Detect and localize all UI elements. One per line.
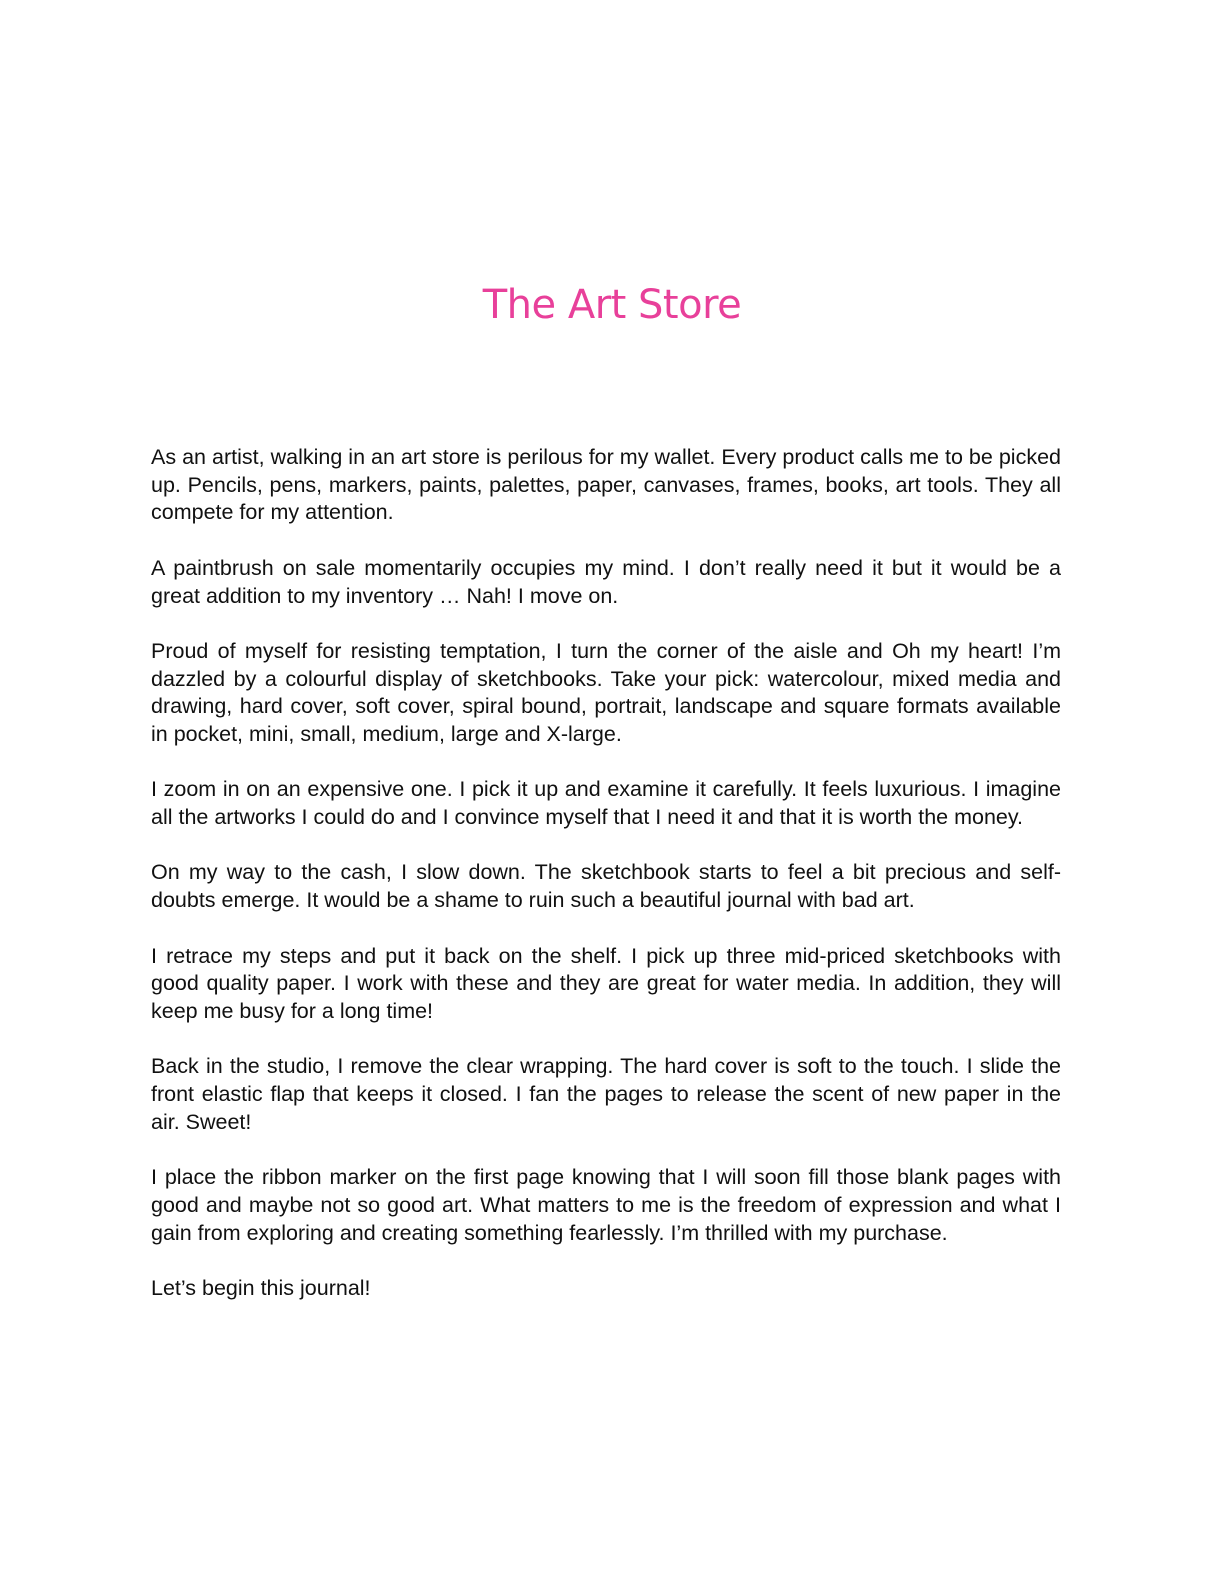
paragraph-2: A paintbrush on sale momentarily occupies my mind. I don’t really need it but it would be a great addition to my inventory … Nah! I move on. xyxy=(151,555,1061,608)
document-body xyxy=(151,444,1061,1330)
paragraph-9: Let’s begin this journal! xyxy=(151,1275,371,1300)
paragraph-4: I zoom in on an expensive one. I pick it up and examine it carefully. It feels luxurious. I imagine all the artworks I could do and I convince myself that I need it and that it is worth the money. xyxy=(151,777,1061,830)
page-title: The Art Store xyxy=(482,282,742,328)
paragraph-6: I retrace my steps and put it back on the shelf. I pick up three mid-priced sketchbooks with good quality paper. I work with these and they are great for water media. In addition, they will keep me busy for a long time! xyxy=(151,943,1061,1023)
paragraph-3: Proud of myself for resisting temptation, I turn the corner of the aisle and Oh my heart! I’m dazzled by a colourful display of sketchbooks. Take your pick: watercolour, mixed media and drawing, hard cover, soft cover, spiral bound, portrait, landscape and square formats available in pocket, mini, small, medium, large and X-large. xyxy=(151,638,1061,746)
paragraph-8: I place the ribbon marker on the first page knowing that I will soon fill those blank pages with good and maybe not so good art. What matters to me is the freedom of expression and what I gain from exploring and creating something fearlessly. I’m thrilled with my purchase. xyxy=(151,1165,1061,1245)
paragraph-1: As an artist, walking in an art store is perilous for my wallet. Every product calls me to be picked up. Pencils, pens, markers, paints, palettes, paper, canvases, frames, books, art tools. They all compete for my attention. xyxy=(151,445,1061,525)
paragraph-5: On my way to the cash, I slow down. The sketchbook starts to feel a bit precious and self-doubts emerge. It would be a shame to ruin such a beautiful journal with bad art. xyxy=(151,860,1061,913)
paragraph-7: Back in the studio, I remove the clear wrapping. The hard cover is soft to the touch. I slide the front elastic flap that keeps it closed. I fan the pages to release the scent of new paper in the air. Sweet! xyxy=(151,1054,1061,1134)
